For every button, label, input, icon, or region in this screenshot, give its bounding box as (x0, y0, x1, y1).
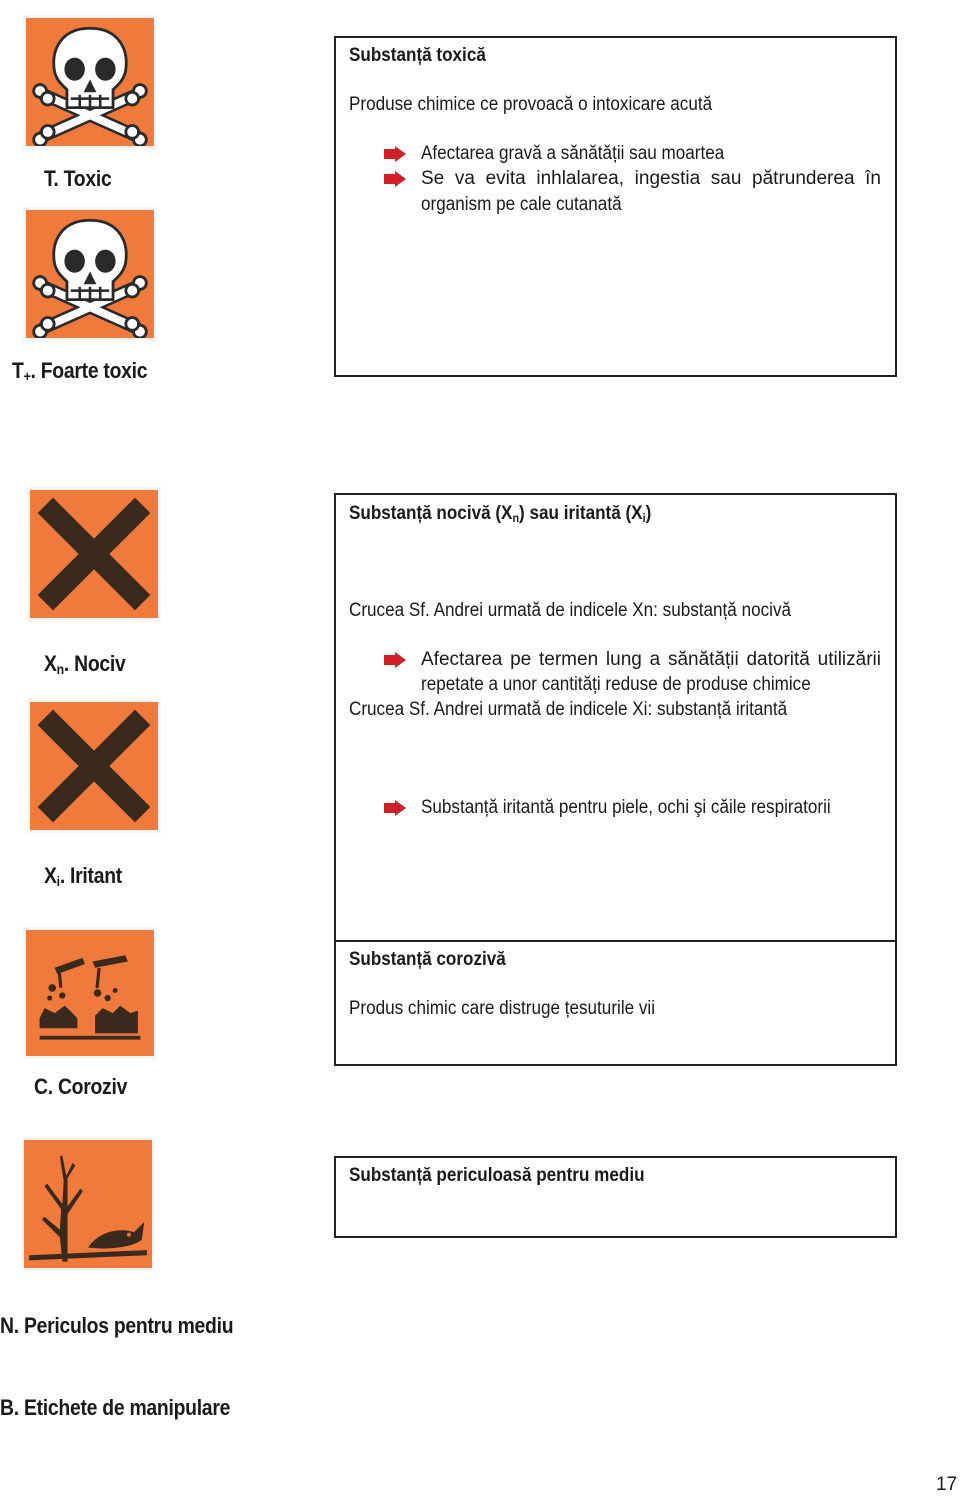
corrosive-box-definition: Produs chimic care distruge țesuturile vii (349, 998, 656, 1019)
dead-tree-fish-icon (24, 1140, 152, 1268)
harmful-xn-definition: Crucea Sf. Andrei urmată de indicele Xn: substanță nocivă (349, 600, 792, 621)
x-cross-icon (30, 490, 158, 618)
environment-symbol (24, 1140, 152, 1268)
toxic-bullet-1: Afectarea gravă a sănătății sau moartea (421, 143, 725, 164)
bullet-arrow-icon (384, 171, 406, 187)
bullet-arrow-icon (384, 800, 406, 816)
toxic-box-definition: Produse chimice ce provoacă o intoxicare acută (349, 94, 713, 115)
corrosive-symbol (26, 930, 154, 1056)
environment-box-title: Substanță periculoasă pentru mediu (349, 1165, 645, 1186)
bullet-arrow-icon (384, 652, 406, 668)
irritant-symbol (30, 702, 158, 830)
harmful-xn-bullet-line-1: Afectarea pe termen lung a sănătății datorită utilizării (421, 649, 881, 670)
section-heading: B. Etichete de manipulare (0, 1395, 231, 1420)
harmful-box-title: Substanță nocivă $(X_n)$ sau iritantă $(X_i)$ (349, 503, 652, 525)
toxic-box-title: Substanță toxică (349, 45, 486, 66)
x-cross-icon (30, 702, 158, 830)
harmful-xn-bullet-line-2: repetate a unor cantități reduse de produse chimice (421, 674, 811, 695)
skull-crossbones-icon (26, 18, 154, 146)
page-number: 17 (936, 1474, 958, 1495)
harmful-xi-bullet: Substanță iritantă pentru piele, ochi şi căile respiratorii (421, 797, 831, 818)
symbol-label-irritant: $X_i$. Iritant (44, 863, 122, 889)
corrosive-icon (26, 930, 154, 1056)
symbol-label-toxic: T. Toxic (44, 166, 112, 191)
harmful-symbol (30, 490, 158, 618)
toxic-bullet-2-line-1: Se va evita inhlalarea, ingestia sau pătrunderea în (421, 168, 881, 189)
symbol-label-harmful: $X_n$. Nociv (44, 651, 126, 677)
toxic-bullet-2-line-2: organism pe cale cutanată (421, 194, 622, 215)
skull-crossbones-icon (26, 210, 154, 338)
symbol-label-corrosive: C. Coroziv (34, 1074, 128, 1099)
toxic-symbol (26, 18, 154, 146)
bullet-arrow-icon (384, 146, 406, 162)
corrosive-box-title: Substanță corozivă (349, 949, 506, 970)
harmful-xi-definition: Crucea Sf. Andrei urmată de indicele Xi: substanță iritantă (349, 699, 788, 720)
symbol-label-very-toxic: $T_+$. Foarte toxic (12, 358, 148, 384)
symbol-label-environment: N. Periculos pentru mediu (0, 1313, 234, 1338)
very-toxic-symbol (26, 210, 154, 338)
